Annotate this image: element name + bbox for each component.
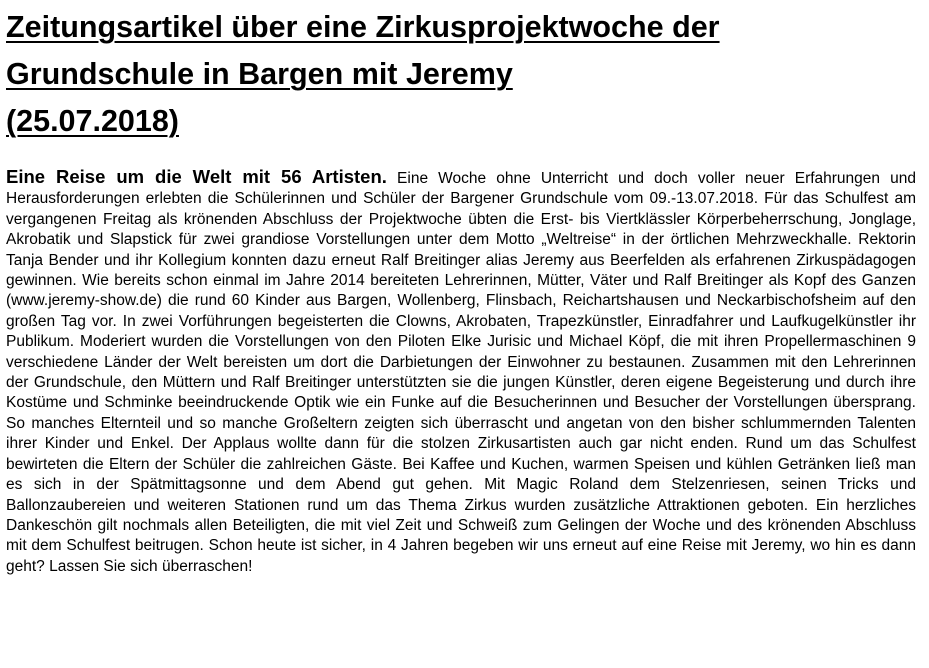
title-line-2: Grundschule in Bargen mit Jeremy	[6, 57, 513, 91]
article-text: Eine Woche ohne Unterricht und doch voller neuer Erfahrungen und Herausforderungen erlebten die Schülerinnen und Schüler der Bargener Grundschule vom 09.-13.07.2018. Für das Schulfest am vergangenen Freitag als krönenden Abschluss der Projektwoche übten die Erst- bis Viertklässler Körperbeherrschung, Jonglage, Akrobatik und Slapstick für zwei grandiose Vorstellungen unter dem Motto „Weltreise“ in der örtlichen Mehrzweckhalle. Rektorin Tanja Bender und ihr Kollegium konnten dazu erneut Ralf Breitinger alias Jeremy aus Beerfelden als erfahrenen Zirkuspädagogen gewinnen. Wie bereits schon einmal im Jahre 2014 bereiteten Lehrerinnen, Mütter, Väter und Ralf Breitinger als Kopf des Ganzen (www.jeremy-show.de) die rund 60 Kinder aus Bargen, Wollenberg, Flinsbach, Reichartshausen und Neckarbischofsheim auf den großen Tag vor. In zwei Vorführungen begeisterten die Clowns, Akrobaten, Trapezkünstler, Einradfahrer und Laufkugelkünstler ihr Publikum. Moderiert wurden die Vorstellungen von den Piloten Elke Jurisic und Michael Köpf, die mit ihren Propellermaschinen 9 verschiedene Länder der Welt bereisten um dort die Darbietungen der Einwohner zu bestaunen. Zusammen mit den Lehrerinnen der Grundschule, den Müttern und Ralf Breitinger unterstützten sie die jungen Künstler, deren eigene Begeisterung und durch ihre Kostüme und Schminke beeindruckende Optik wie ein Funke auf die Besucherinnen und Besucher der Vorstellungen übersprang. So manches Elternteil und so manche Großeltern zeigten sich überrascht und angetan von den bisher schlummernden Talenten ihrer Kinder und Enkel. Der Applaus wollte dann für die stolzen Zirkusartisten auch gar nicht enden. Rund um das Schulfest bewirteten die Eltern der Schüler die zahlreichen Gäste. Bei Kaffee und Kuchen, warmen Speisen und kühlen Getränken ließ man es sich in der Spätmittagsonne und dem Abend gut gehen. Mit Magic Roland dem Stelzenriesen, seinen Tricks und Ballonzaubereien und weiteren Stationen rund um das Thema Zirkus wurden zusätzliche Attraktionen geboten. Ein herzliches Dankeschön gilt nochmals allen Beteiligten, die mit viel Zeit und Schweiß zum Gelingen der Woche und des krönenden Abschluss mit dem Schulfest beitrugen. Schon heute ist sicher, in 4 Jahren begeben wir uns erneut auf eine Reise mit Jeremy, wo hin es dann geht? Lassen Sie sich überraschen!	[6, 170, 917, 575]
article-lead: Eine Reise um die Welt mit 56 Artisten.	[6, 166, 387, 187]
title-line-1: Zeitungsartikel über eine Zirkusprojektwoche der	[6, 10, 720, 44]
document-page	[6, 4, 916, 577]
article-title	[6, 4, 916, 145]
title-line-3: (25.07.2018)	[6, 104, 179, 138]
article-body	[6, 167, 916, 577]
